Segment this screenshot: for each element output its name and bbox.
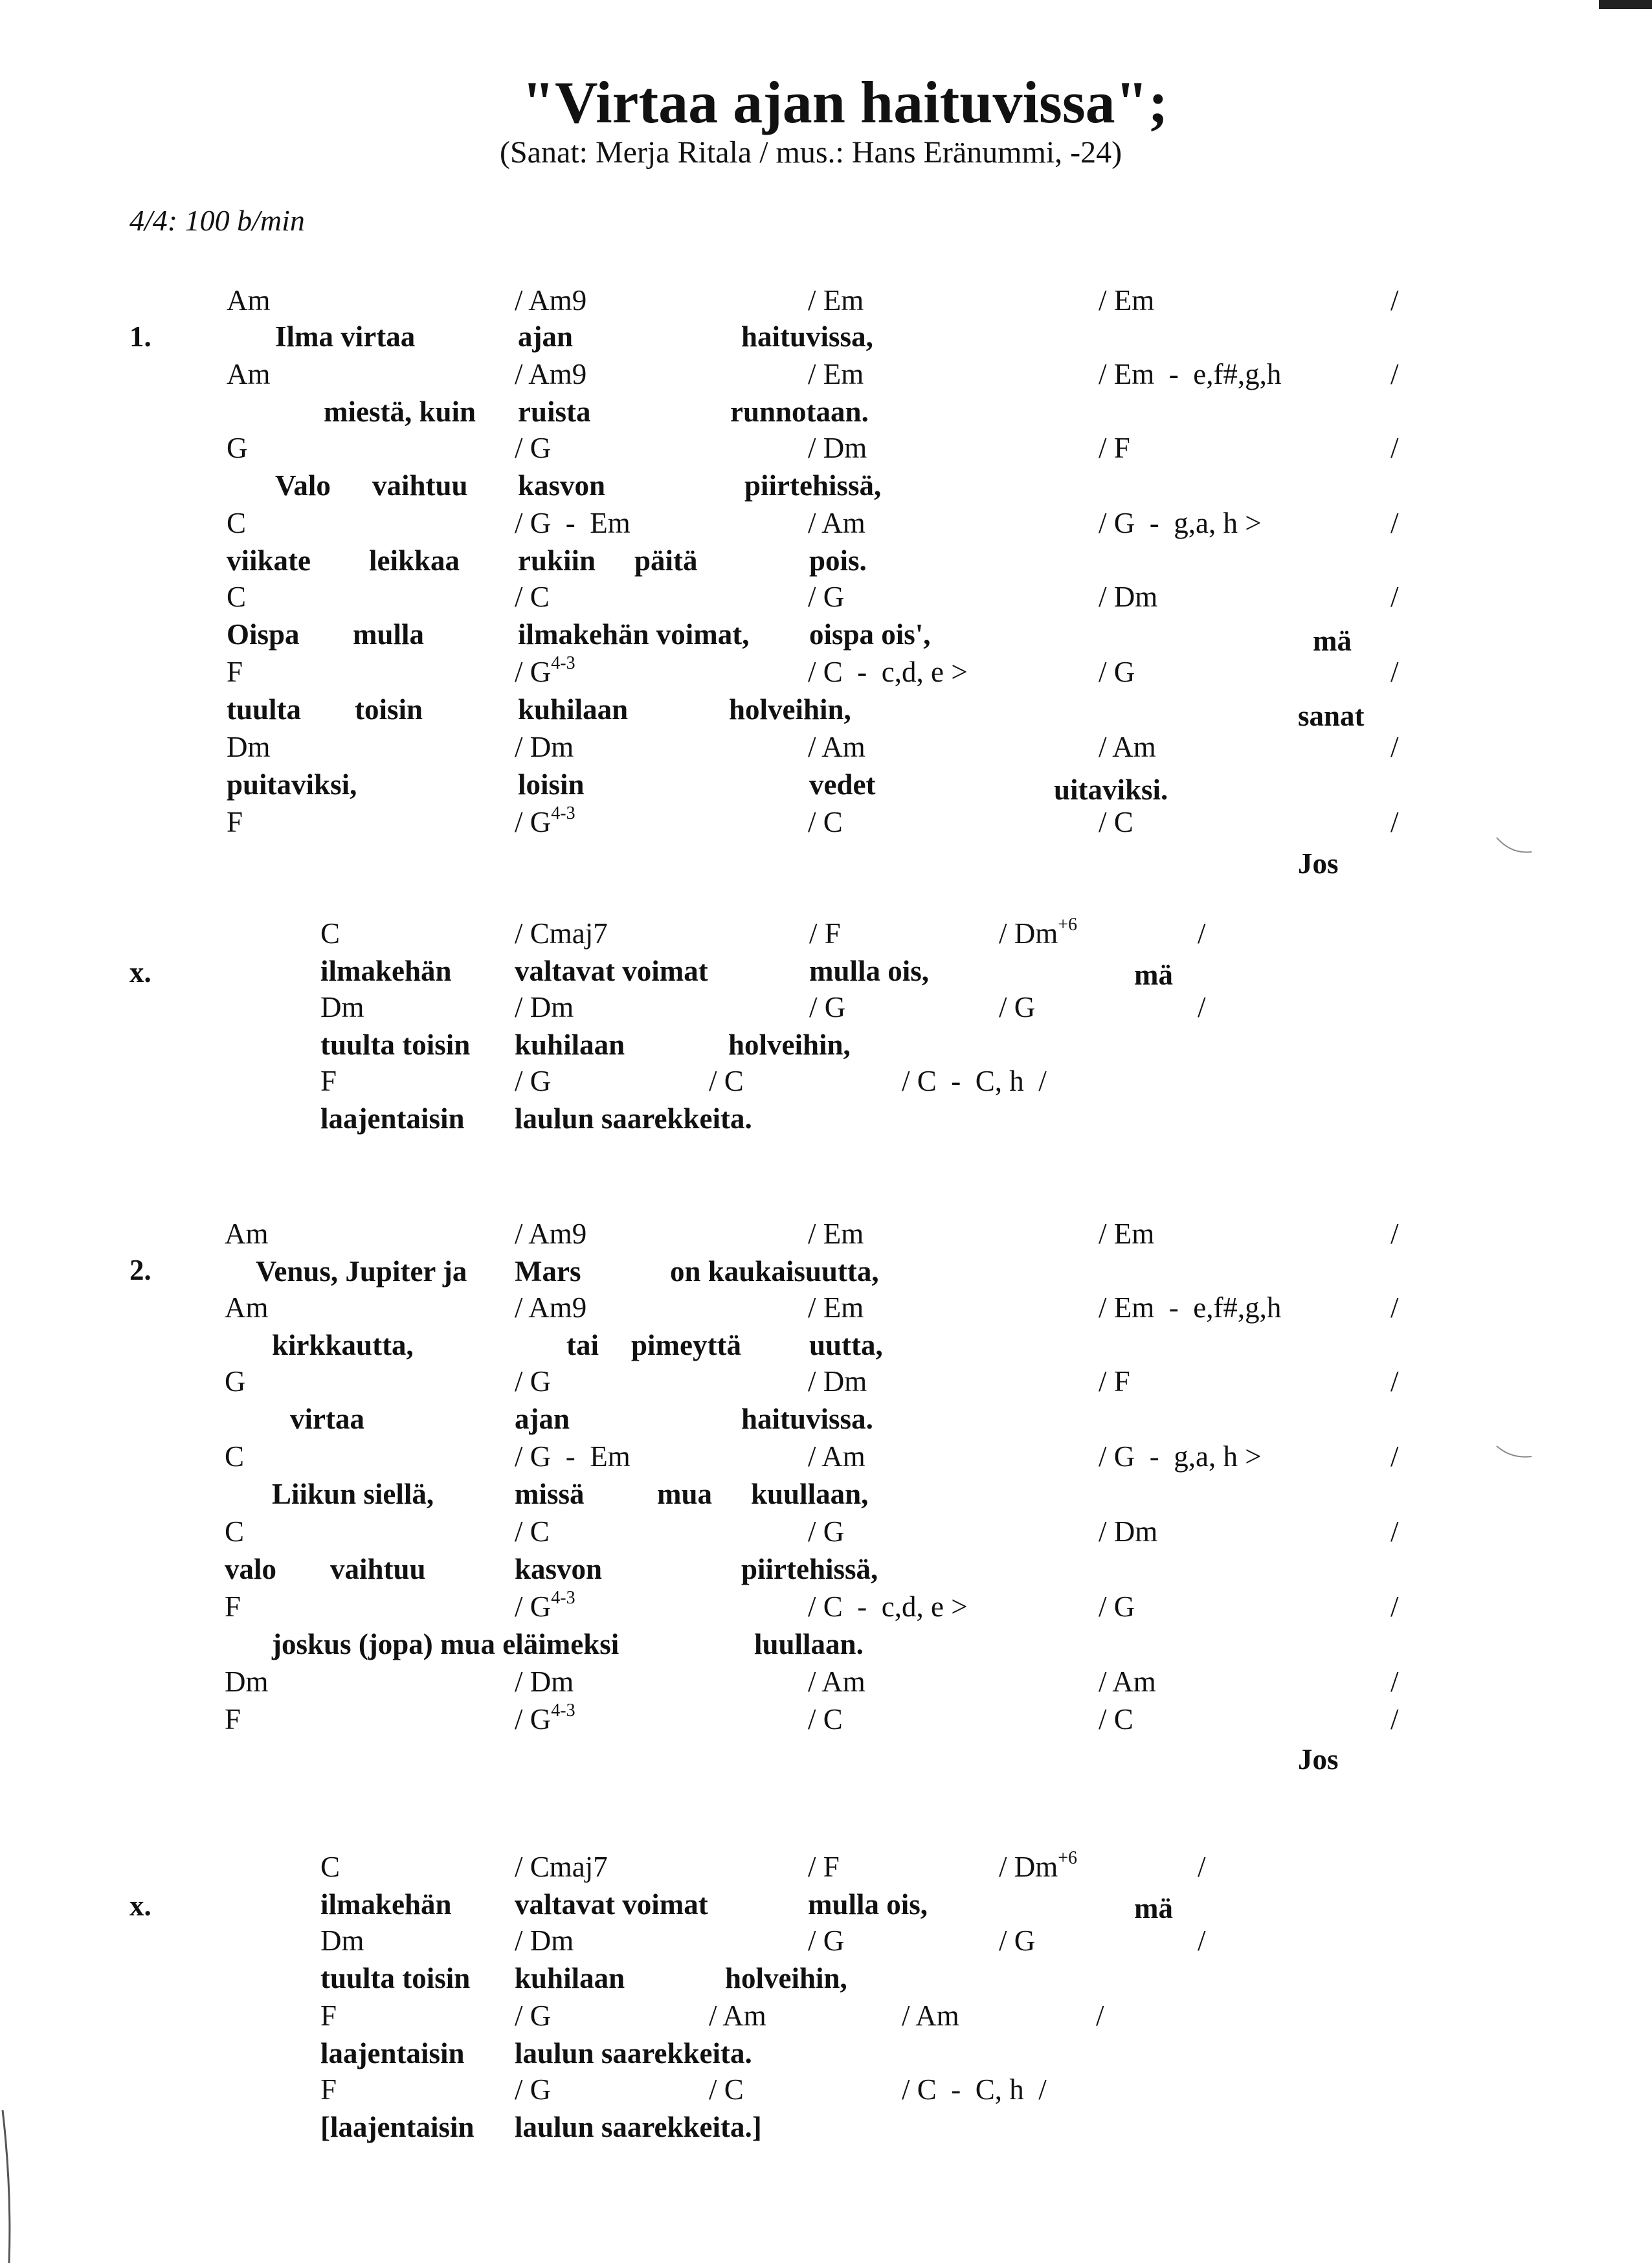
lyric: luullaan. — [754, 1628, 864, 1660]
chord: / F — [808, 1851, 840, 1883]
chord: / F — [809, 917, 841, 950]
chord: C — [320, 1851, 340, 1883]
chord: / — [1390, 432, 1399, 464]
chord: C — [320, 917, 340, 950]
chord: / C — [808, 806, 843, 838]
chord: / G — [999, 991, 1036, 1023]
chord: / — [1390, 1218, 1399, 1250]
lyric: Ilma virtaa — [275, 320, 416, 353]
lyric: ilmakehän — [320, 955, 452, 987]
chord — [999, 1848, 1078, 1883]
chord: / — [1198, 917, 1206, 950]
chord: / — [1390, 1666, 1399, 1698]
lyric: mulla ois, — [808, 1888, 928, 1921]
chord: Am — [227, 358, 271, 390]
lyric: vaihtuu — [372, 469, 468, 502]
scan-edge-mark — [1599, 0, 1652, 9]
lyric: tuulta toisin — [320, 1962, 471, 1994]
chord: / Am — [808, 731, 865, 763]
chord: / C - c,d, e > — [808, 656, 968, 688]
lyric: laulun saarekkeita. — [515, 2037, 752, 2069]
chord: / Dm — [1099, 581, 1158, 613]
lyric: missä — [515, 1478, 585, 1510]
lyric: kuhilaan — [515, 1962, 625, 1994]
chord: / Am — [808, 1440, 865, 1473]
chord: / Am — [808, 1666, 865, 1698]
lyric: tuulta toisin — [320, 1029, 471, 1061]
chord: / — [1390, 1365, 1399, 1398]
chord: Am — [227, 284, 271, 317]
scan-smudge — [1495, 1444, 1534, 1469]
lyric: laajentaisin — [320, 2037, 465, 2069]
chord-extension: 4-3 — [551, 803, 575, 823]
chord: / Dm — [1099, 1515, 1158, 1548]
lyric: viikate — [227, 544, 311, 577]
lyric: kuhilaan — [515, 1029, 625, 1061]
chord: / Am — [902, 2000, 959, 2032]
chord: F — [227, 806, 243, 838]
song-title: "Virtaa ajan haituvissa"; — [522, 69, 1168, 135]
lyric: mulla — [353, 618, 425, 651]
lyric: valtavat voimat — [515, 1888, 708, 1921]
lyric: kuhilaan — [518, 693, 629, 726]
chord: / G — [515, 2000, 552, 2032]
chord-extension: 4-3 — [551, 653, 575, 673]
chord: / Am — [1099, 1666, 1156, 1698]
lyric: haituvissa, — [741, 320, 873, 353]
lyric: päitä — [634, 544, 698, 577]
chord: F — [227, 656, 243, 688]
lyric: virtaa — [290, 1403, 364, 1435]
chord: / C - C, h / — [902, 1065, 1047, 1097]
chord: / — [1390, 284, 1399, 317]
chord: Dm — [227, 731, 271, 763]
chord: Dm — [320, 1924, 364, 1957]
chord: / Dm — [808, 1365, 867, 1398]
chord: / C — [709, 2073, 744, 2106]
chord: / G — [1099, 656, 1135, 688]
chord: / — [1198, 1851, 1206, 1883]
lyric: ajan — [518, 320, 574, 353]
lyric: laulun saarekkeita.] — [515, 2111, 762, 2143]
chord: / C — [1099, 806, 1133, 838]
chord: / Em — [808, 1218, 864, 1250]
lyric: puitaviksi, — [227, 768, 357, 801]
lyric: mä — [1313, 625, 1352, 657]
chord — [515, 1700, 575, 1735]
chord: C — [225, 1440, 245, 1473]
chord: / G - g,a, h > — [1099, 507, 1262, 539]
chord: F — [225, 1590, 241, 1623]
lyric: pimeyttä — [631, 1329, 741, 1361]
chord: / G — [808, 1924, 845, 1957]
chord: / C — [1099, 1703, 1133, 1735]
lyric: kirkkautta, — [272, 1329, 414, 1361]
lyric: holveihin, — [725, 1962, 847, 1994]
chorus-marker: x. — [129, 956, 151, 988]
chord: Am — [225, 1291, 269, 1324]
lyric: leikkaa — [369, 544, 460, 577]
lyric: toisin — [355, 693, 423, 726]
chord: Am — [225, 1218, 269, 1250]
chord-root: / Dm — [999, 1851, 1058, 1883]
chord: / C - c,d, e > — [808, 1590, 968, 1623]
chord: Dm — [225, 1666, 269, 1698]
chord: / — [1390, 358, 1399, 390]
lyric: [laajentaisin — [320, 2111, 474, 2143]
chord: / Em - e,f#,g,h — [1099, 358, 1282, 390]
lyric: tuulta — [227, 693, 302, 726]
chord — [999, 915, 1078, 950]
chord: / C — [709, 1065, 744, 1097]
chord: C — [227, 581, 247, 613]
chord-root: / G — [515, 1590, 552, 1623]
chord: / Em — [808, 1291, 864, 1324]
lyric: on kaukaisuutta, — [670, 1255, 879, 1288]
chord-extension: +6 — [1058, 1848, 1078, 1868]
chord — [515, 1588, 575, 1623]
chord: F — [320, 2073, 337, 2106]
chord: / Dm — [515, 731, 574, 763]
lyric: Jos — [1298, 1743, 1339, 1776]
chord: / Dm — [515, 1666, 574, 1698]
chord: / — [1390, 1515, 1399, 1548]
chord: / Am9 — [515, 1291, 587, 1324]
lyric: sanat — [1298, 700, 1365, 732]
lyric: uutta, — [809, 1329, 883, 1361]
lyric: mulla ois, — [809, 955, 930, 987]
chord: / — [1390, 1291, 1399, 1324]
lyric: vaihtuu — [330, 1553, 426, 1585]
verse-number: 1. — [129, 320, 151, 353]
chord: / C — [515, 1515, 550, 1548]
chord: / — [1198, 1924, 1206, 1957]
song-credits: (Sanat: Merja Ritala / mus.: Hans Eränummi, -24) — [500, 135, 1122, 170]
chord-root: / G — [515, 806, 552, 838]
chord: / Am — [1099, 731, 1156, 763]
chord: / — [1390, 656, 1399, 688]
lyric: uitaviksi. — [1054, 774, 1168, 806]
chord: / — [1390, 1590, 1399, 1623]
lyric: Mars — [515, 1255, 581, 1288]
lyric: valo — [225, 1553, 277, 1585]
lyric: piirtehissä, — [741, 1553, 878, 1585]
lyric: kuullaan, — [751, 1478, 869, 1510]
chord: / — [1390, 1440, 1399, 1473]
chord-extension: +6 — [1058, 915, 1078, 935]
chord: / Cmaj7 — [515, 1851, 608, 1883]
chord-extension: 4-3 — [551, 1700, 575, 1721]
tempo-marking: 4/4: 100 b/min — [129, 204, 305, 237]
lyric: rukiin — [518, 544, 596, 577]
chord: / G — [1099, 1590, 1135, 1623]
chord — [515, 653, 575, 688]
lyric: kasvon — [515, 1553, 603, 1585]
chord: / C - C, h / — [902, 2073, 1047, 2106]
lyric: mä — [1134, 959, 1173, 991]
chord: C — [225, 1515, 245, 1548]
chord: F — [225, 1703, 241, 1735]
lyric: mua — [657, 1478, 713, 1510]
chord-extension: 4-3 — [551, 1588, 575, 1608]
lyric: joskus (jopa) mua eläimeksi — [272, 1628, 620, 1660]
scan-smudge — [1495, 835, 1534, 861]
chord: / G - g,a, h > — [1099, 1440, 1262, 1473]
chord: / Em — [1099, 284, 1155, 317]
chord: C — [227, 507, 247, 539]
chord: F — [320, 2000, 337, 2032]
chord: / F — [1099, 1365, 1130, 1398]
chord: / Am9 — [515, 284, 587, 317]
chord: / G — [999, 1924, 1036, 1957]
chord: / Am — [709, 2000, 766, 2032]
lyric: tai — [566, 1329, 599, 1361]
chord: Dm — [320, 991, 364, 1023]
lyric: Jos — [1298, 847, 1339, 880]
chord: / G — [515, 2073, 552, 2106]
chord: / G - Em — [515, 507, 631, 539]
lyric: runnotaan. — [730, 396, 869, 428]
chord: F — [320, 1065, 337, 1097]
chord: / — [1390, 1703, 1399, 1735]
chord: / — [1390, 806, 1399, 838]
chord: / Em — [808, 358, 864, 390]
lyric: holveihin, — [729, 693, 851, 726]
lyric: ilmakehän — [320, 1888, 452, 1921]
chord: / Am9 — [515, 1218, 587, 1250]
chord: / — [1390, 581, 1399, 613]
chord: / Cmaj7 — [515, 917, 608, 950]
chord: / — [1390, 507, 1399, 539]
lyric: ajan — [515, 1403, 570, 1435]
lyric: ruista — [518, 396, 591, 428]
chord: / G — [809, 991, 846, 1023]
chord-root: / G — [515, 656, 552, 688]
chord: / Em - e,f#,g,h — [1099, 1291, 1282, 1324]
chord: / G — [515, 1365, 552, 1398]
chord: / — [1198, 991, 1206, 1023]
chord-root: / G — [515, 1703, 552, 1735]
lyric: haituvissa. — [741, 1403, 873, 1435]
chord: / Am9 — [515, 358, 587, 390]
lyric: pois. — [809, 544, 867, 577]
lyric: ilmakehän voimat, — [518, 618, 750, 651]
chord: / G — [808, 1515, 845, 1548]
lyric: Liikun siellä, — [272, 1478, 434, 1510]
lyric: miestä, kuin — [324, 396, 476, 428]
chorus-marker: x. — [129, 1890, 151, 1922]
lyric: Oispa — [227, 618, 300, 651]
chord: / Dm — [515, 991, 574, 1023]
chord: / F — [1099, 432, 1130, 464]
lyric: piirtehissä, — [744, 469, 882, 502]
verse-number: 2. — [129, 1254, 151, 1286]
lyric: mä — [1134, 1892, 1173, 1924]
chord: / C — [808, 1703, 843, 1735]
chord: / Em — [808, 284, 864, 317]
lyric: laulun saarekkeita. — [515, 1102, 752, 1135]
lyric: oispa ois', — [809, 618, 931, 651]
chord-root: / Dm — [999, 917, 1058, 950]
chord: G — [227, 432, 248, 464]
lyric: valtavat voimat — [515, 955, 708, 987]
chord: / G — [515, 432, 552, 464]
chord: / Am — [808, 507, 865, 539]
chord — [515, 803, 575, 838]
lyric: Valo — [275, 469, 331, 502]
scan-edge-line — [0, 2110, 19, 2263]
lyric: loisin — [518, 768, 585, 801]
lyric: Venus, Jupiter ja — [256, 1255, 467, 1288]
chord: / Dm — [515, 1924, 574, 1957]
lyric: holveihin, — [728, 1029, 851, 1061]
chord: / G — [808, 581, 845, 613]
chord: / Em — [1099, 1218, 1155, 1250]
chord: / Dm — [808, 432, 867, 464]
chord: / — [1096, 2000, 1104, 2032]
lyric: laajentaisin — [320, 1102, 465, 1135]
chord: / G — [515, 1065, 552, 1097]
chord: G — [225, 1365, 246, 1398]
chord: / — [1390, 731, 1399, 763]
lyric: kasvon — [518, 469, 606, 502]
chord: / C — [515, 581, 550, 613]
chord: / G - Em — [515, 1440, 631, 1473]
lyric: vedet — [809, 768, 876, 801]
